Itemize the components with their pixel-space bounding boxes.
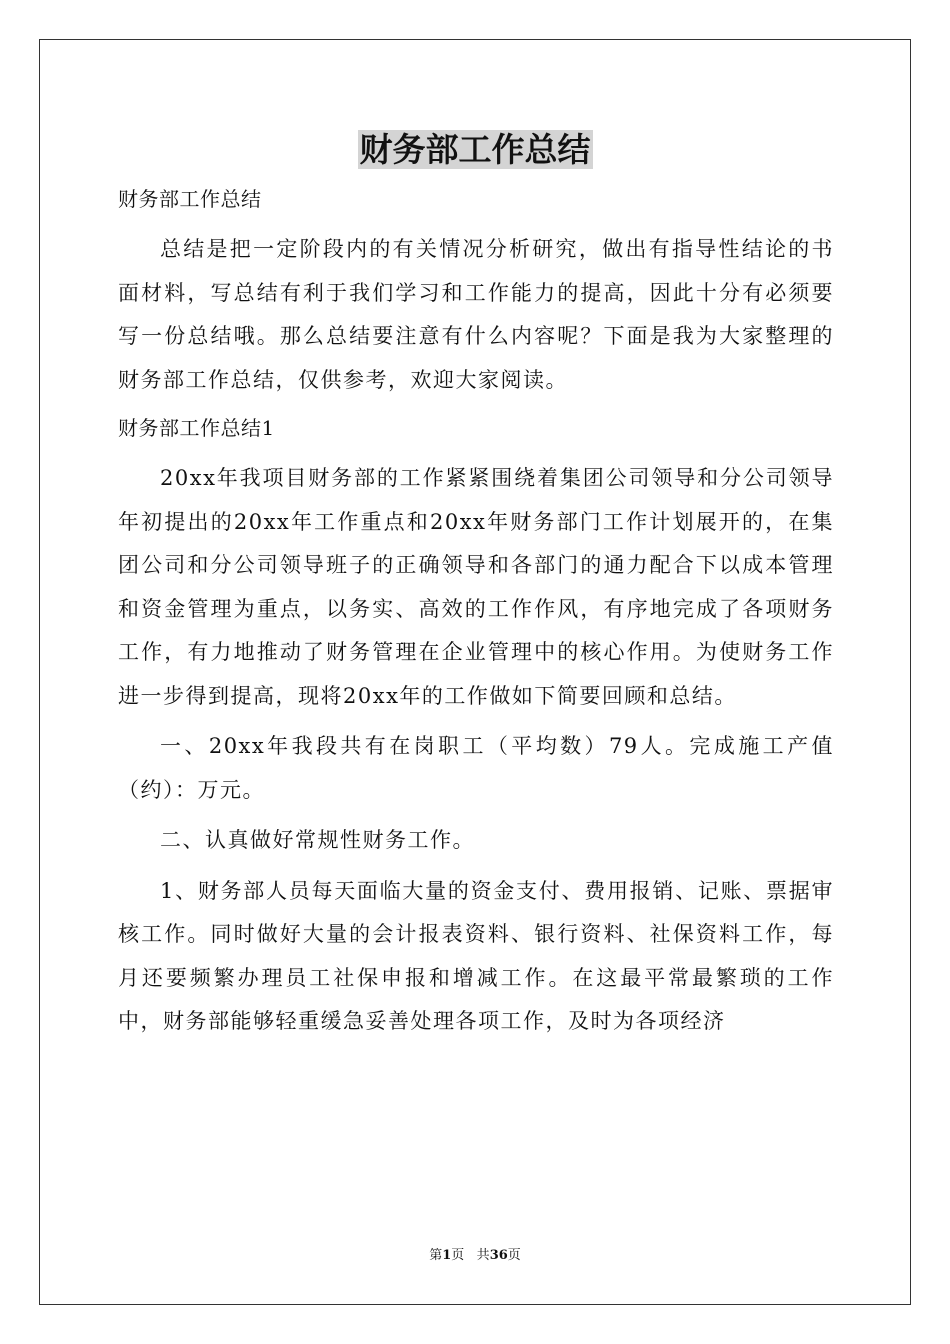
page-footer [0, 1247, 950, 1265]
total-suffix: 页 [507, 1248, 521, 1263]
section-heading-summary-1: 财务部工作总结1 [118, 416, 275, 440]
section-heading-intro: 财务部工作总结 [118, 187, 262, 211]
intro-paragraph: 总结是把一定阶段内的有关情况分析研究，做出有指导性结论的书面材料，写总结有利于我们学习和工作能力的提高，因此十分有必须要写一份总结哦。那么总结要注意有什么内容呢？下面是我为大家整理的财务部工作总结，仅供参考，欢迎大家阅读。 [118, 237, 834, 392]
total-pages: 36 [489, 1248, 508, 1263]
document-title-text: 财务部工作总结 [359, 130, 591, 169]
body-paragraph: 一、20xx年我段共有在岗职工（平均数）79人。完成施工产值（约）：万元。 [118, 734, 834, 802]
document-title [0, 126, 950, 174]
page-suffix: 页 [451, 1248, 465, 1263]
body-paragraph: 1、财务部人员每天面临大量的资金支付、费用报销、记账、票据审核工作。同时做好大量的会计报表资料、银行资料、社保资料工作，每月还要频繁办理员工社保申报和增减工作。在这最平常最繁琐的工作中，财务部能够轻重缓急妥善处理各项工作，及时为各项经济 [118, 878, 834, 1033]
page-number: 1 [442, 1248, 452, 1263]
body-paragraph: 二、认真做好常规性财务工作。 [160, 828, 475, 852]
body-paragraph: 20xx年我项目财务部的工作紧紧围绕着集团公司领导和分公司领导年初提出的20xx年工作重点和20xx年财务部门工作计划展开的，在集团公司和分公司领导班子的正确领导和各部门的通力配合下以成本管理和资金管理为重点，以务实、高效的工作作风，有序地完成了各项财务工作，有力地推动了财务管理在企业管理中的核心作用。为使财务工作进一步得到提高，现将20xx年的工作做如下简要回顾和总结。 [118, 466, 834, 708]
page-prefix: 第 [429, 1248, 443, 1263]
total-prefix: 共 [476, 1248, 490, 1263]
document-body [118, 180, 834, 1051]
